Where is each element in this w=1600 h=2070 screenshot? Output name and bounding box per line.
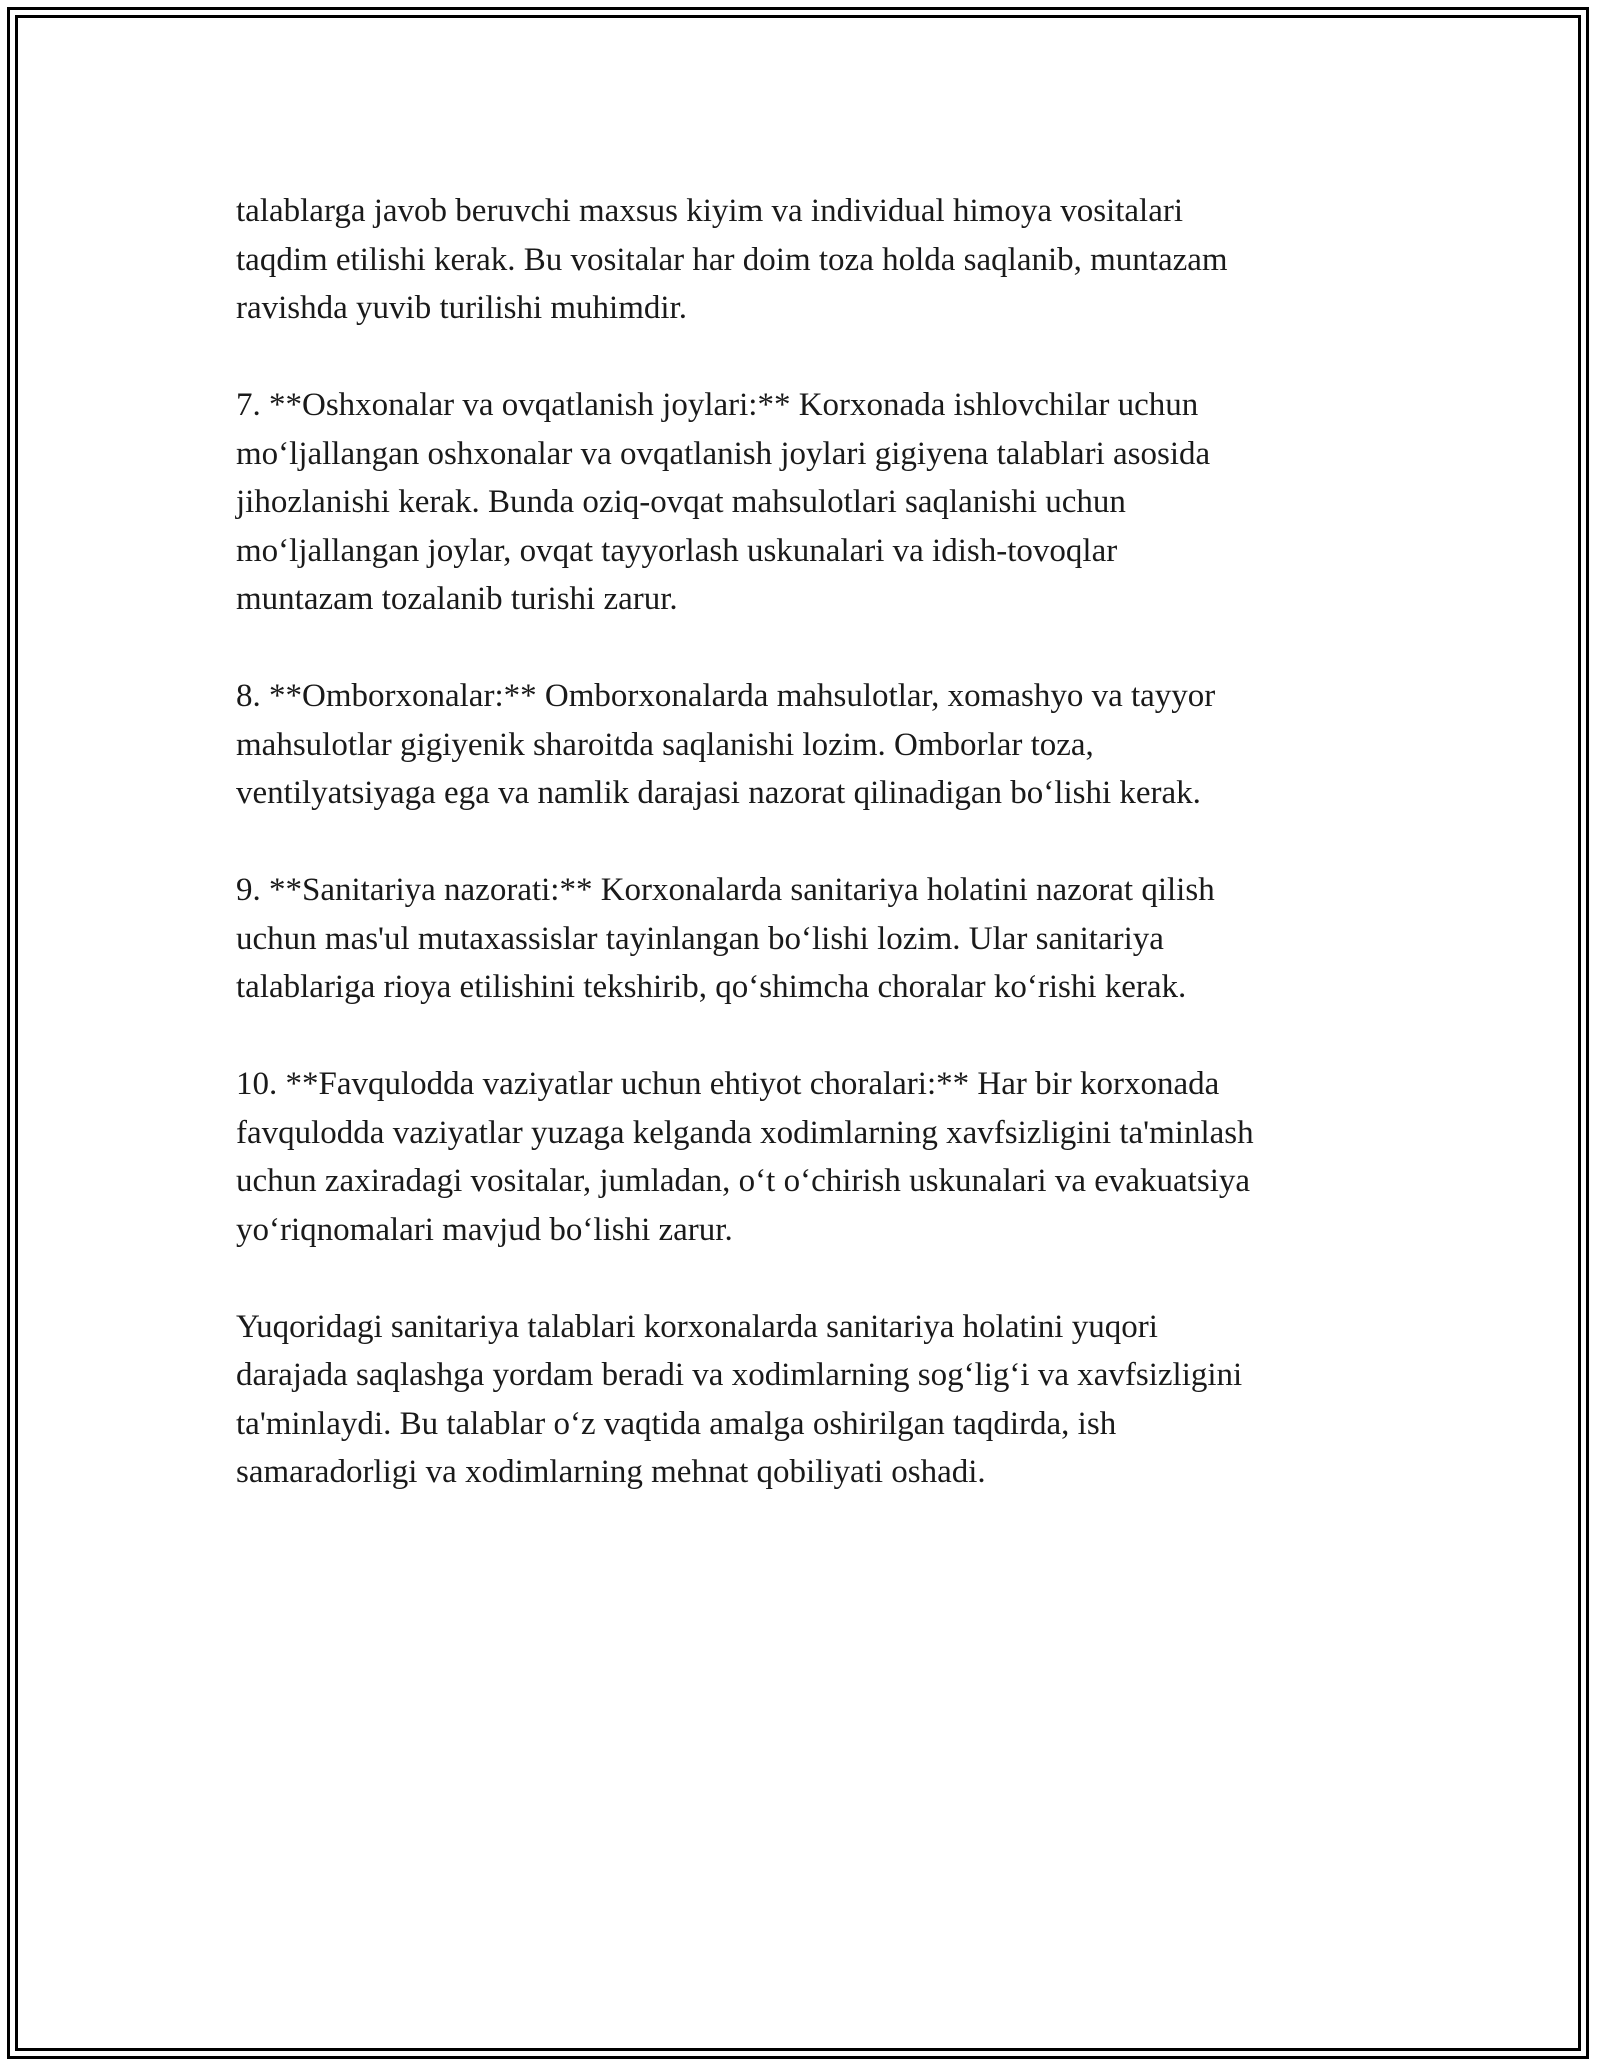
paragraph-warehouses: 8. **Omborxonalar:** Omborxonalarda mahsulotlar, xomashyo va tayyor mahsulotlar gigiyenik sharoitda saqlanishi lozim. Omborlar toza, ventilyatsiyaga ega va namlik darajasi nazorat qilinadigan bo‘lishi kerak. xyxy=(236,678,1216,811)
paragraph-protective-clothing: talablarga javob beruvchi maxsus kiyim va individual himoya vositalari taqdim etilishi kerak. Bu vositalar har doim toza holda saqlanib, muntazam ravishda yuvib turilishi muhimdir. xyxy=(236,193,1228,326)
paragraph-conclusion: Yuqoridagi sanitariya talablari korxonalarda sanitariya holatini yuqori darajada saqlashga yordam beradi va xodimlarning sog‘lig‘i va xavfsizligini ta'minlaydi. Bu talablar o‘z vaqtida amalga oshirilgan taqdirda, ish samaradorligi va xodimlarning mehnat qobiliyati oshadi. xyxy=(236,1308,1243,1490)
paragraph-sanitary-control: 9. **Sanitariya nazorati:** Korxonalarda sanitariya holatini nazorat qilish uchun mas'ul mutaxassislar tayinlangan bo‘lishi lozim. Ular sanitariya talablariga rioya etilishini tekshirib, qo‘shimcha choralar ko‘rishi kerak. xyxy=(236,872,1215,1005)
paragraph-emergency-measures: 10. **Favqulodda vaziyatlar uchun ehtiyot choralari:** Har bir korxonada favqulodda vaziyatlar yuzaga kelganda xodimlarning xavfsizligini ta'minlash uchun zaxiradagi vositalar, jumladan, o‘t o‘chirish uskunalari va evakuatsiya yo‘riqnomalari mavjud bo‘lishi zarur. xyxy=(236,1066,1254,1248)
paragraph-canteens: 7. **Oshxonalar va ovqatlanish joylari:** Korxonada ishlovchilar uchun mo‘ljallangan oshxonalar va ovqatlanish joylari gigiyena talablari asosida jihozlanishi kerak. Bunda oziq-ovqat mahsulotlari saqlanishi uchun mo‘ljallangan joylar, ovqat tayyorlash uskunalari va idish-tovoqlar muntazam tozalanib turishi zarur. xyxy=(236,387,1211,617)
document-body xyxy=(236,187,1386,1497)
